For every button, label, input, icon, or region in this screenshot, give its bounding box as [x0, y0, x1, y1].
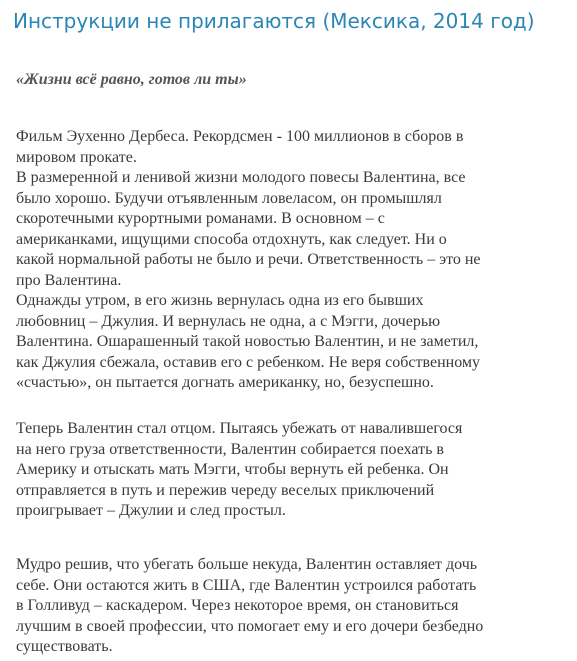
text-line: Валентина. Ошарашенный такой новостью Валентин, и не заметил,: [16, 333, 479, 350]
text-line: в Голливуд – каскадером. Через некоторое время, он становиться: [16, 597, 459, 614]
text-line: В размеренной и ленивой жизни молодого повесы Валентина, все: [16, 169, 466, 186]
text-line: Теперь Валентин стал отцом. Пытаясь убежать от навалившегося: [16, 420, 463, 437]
text-line: как Джулия сбежала, оставив его с ребенком. Не веря собственному: [16, 353, 481, 371]
text-line: про Валентина.: [16, 271, 122, 289]
text-line: Фильм Эухенно Дербеса. Рекордсмен - 100 миллионов в сборов в: [16, 128, 464, 145]
text-line: Мудро решив, что убегать больше некуда, Валентин оставляет дочь: [16, 556, 478, 573]
article-subtitle: «Жизни всё равно, готов ли ты»: [16, 71, 247, 88]
text-line: американками, ищущими способа отдохнуть, как следует. Ни о: [16, 230, 447, 248]
text-line: мировом прокате.: [16, 148, 137, 166]
text-line: «счастью», он пытается догнать американку, но, безуспешно.: [16, 374, 434, 391]
text-line: Америку и отыскать мать Мэгги, чтобы вернуть ей ребенка. Он: [16, 461, 449, 478]
text-line: лучшим в своей профессии, что помогает ему и его дочери безбедно: [16, 617, 484, 635]
article-title: Инструкции не прилагаются (Мексика, 2014 год): [13, 9, 535, 33]
article-paragraph-2: [16, 419, 462, 522]
text-line: скоротечными курортными романами. В основном – с: [16, 210, 385, 227]
article-paragraph-3: [16, 555, 483, 658]
text-line: на него груза ответственности, Валентин собирается поехать в: [16, 440, 444, 458]
text-line: отправляется в путь и пережив череду веселых приключений: [16, 481, 435, 499]
text-line: было хорошо. Будучи отъявленным ловеласом, он промышлял: [16, 189, 442, 207]
text-line: какой нормальной работы не было и речи. Ответственность – это не: [16, 251, 481, 268]
article-paragraph-1: [16, 127, 481, 394]
text-line: проигрывает – Джулии и след простыл.: [16, 502, 286, 519]
text-line: себе. Они остаются жить в США, где Валентин устроился работать: [16, 576, 477, 594]
text-line: Однажды утром, в его жизнь вернулась одна из его бывших: [16, 292, 424, 309]
text-line: любовниц – Джулия. И вернулась не одна, а с Мэгги, дочерью: [16, 312, 441, 330]
text-line: существовать.: [16, 638, 113, 655]
